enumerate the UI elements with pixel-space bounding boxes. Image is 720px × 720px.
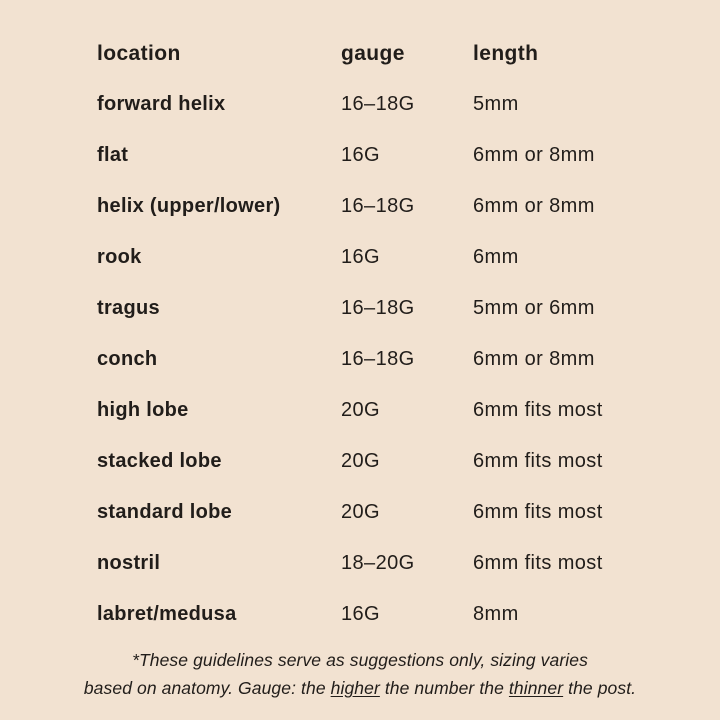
length-cell: 6mm or 8mm [473,348,595,370]
footnote-line2 [0,674,720,702]
footnote-line2-suffix: the post. [563,678,637,698]
footnote [0,646,720,702]
location-cell: conch [97,348,158,370]
location-cell: tragus [97,297,160,319]
table-row [97,589,700,640]
location-cell: rook [97,246,142,268]
length-cell: 6mm fits most [473,501,603,523]
length-cell: 5mm or 6mm [473,297,595,319]
table-row [97,283,700,334]
location-cell: flat [97,144,129,166]
length-cell: 6mm or 8mm [473,195,595,217]
length-cell: 8mm [473,603,519,625]
gauge-cell: 16–18G [341,297,415,319]
table-row [97,538,700,589]
length-cell: 5mm [473,93,519,115]
location-cell: standard lobe [97,501,233,523]
location-cell: stacked lobe [97,450,222,472]
length-cell: 6mm [473,246,519,268]
table-header-row [97,28,700,79]
table-row [97,436,700,487]
table-row [97,79,700,130]
length-cell: 6mm fits most [473,399,603,421]
table-row [97,334,700,385]
location-cell: nostril [97,552,161,574]
length-cell: 6mm or 8mm [473,144,595,166]
column-header-length: length [473,41,539,65]
footnote-underline-thinner: thinner [508,678,564,698]
column-header-location: location [97,41,181,65]
gauge-cell: 20G [341,399,381,421]
footnote-line2-prefix: based on anatomy. Gauge: the [83,678,331,698]
gauge-cell: 16–18G [341,348,415,370]
table-row [97,232,700,283]
gauge-cell: 18–20G [341,552,415,574]
sizing-guide-table [97,28,700,640]
table-body [97,79,700,640]
footnote-line1: *These guidelines serve as suggestions only, sizing varies [132,650,588,670]
location-cell: forward helix [97,93,226,115]
table-row [97,181,700,232]
footnote-underline-higher: higher [330,678,380,698]
gauge-cell: 16G [341,144,381,166]
gauge-cell: 16–18G [341,93,415,115]
location-cell: helix (upper/lower) [97,195,281,217]
length-cell: 6mm fits most [473,450,603,472]
table-row [97,487,700,538]
gauge-cell: 16–18G [341,195,415,217]
location-cell: labret/medusa [97,603,237,625]
length-cell: 6mm fits most [473,552,603,574]
footnote-line2-middle: the number the [379,678,509,698]
gauge-cell: 16G [341,603,381,625]
gauge-cell: 20G [341,501,381,523]
gauge-cell: 16G [341,246,381,268]
table-row [97,130,700,181]
table-row [97,385,700,436]
gauge-cell: 20G [341,450,381,472]
location-cell: high lobe [97,399,189,421]
column-header-gauge: gauge [341,41,405,65]
